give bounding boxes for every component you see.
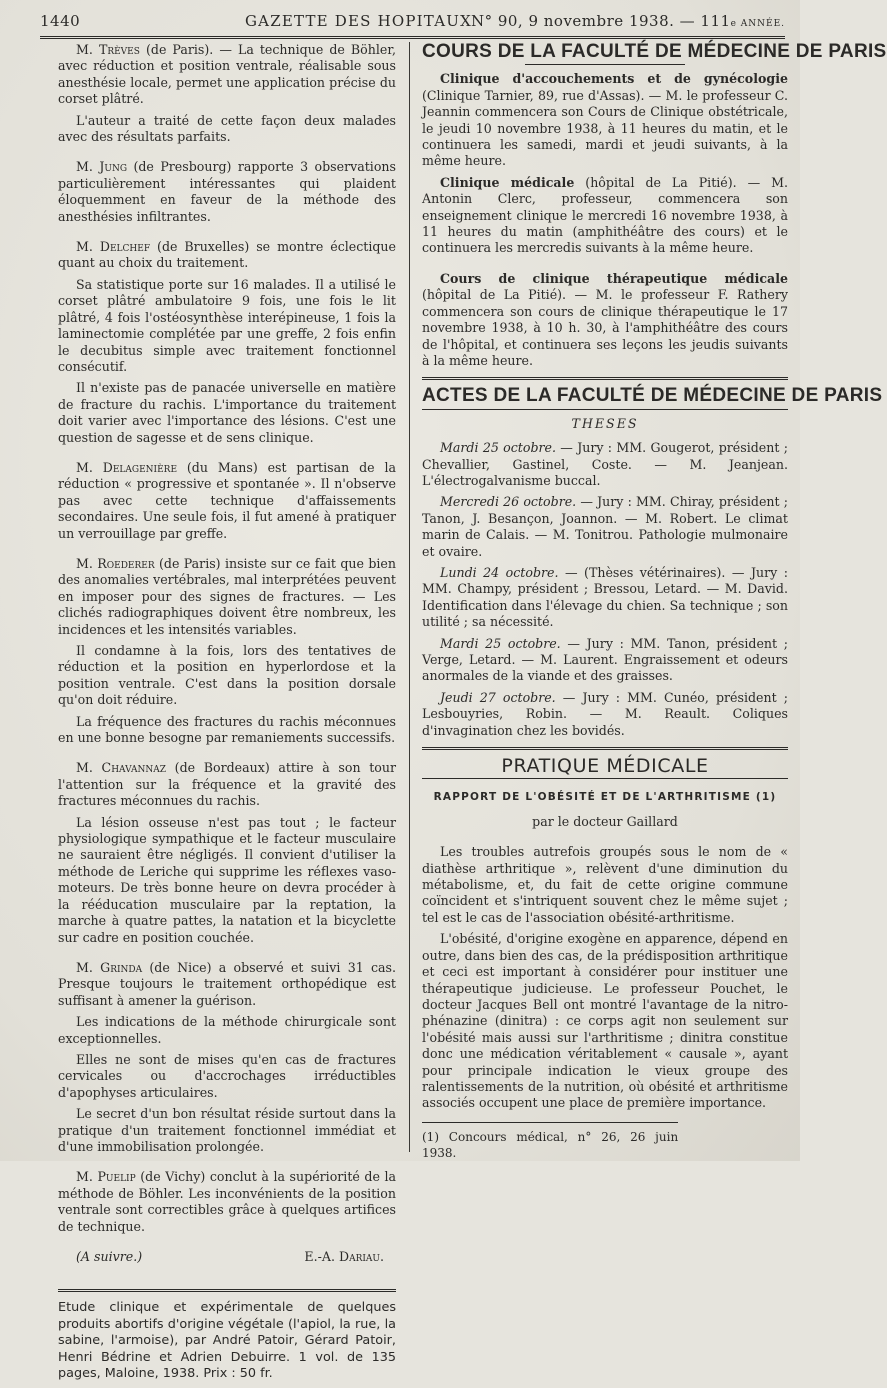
title-underline <box>422 409 788 410</box>
page-number: 1440 <box>40 12 81 30</box>
paragraph: M. Jung (de Presbourg) rapporte 3 observations particulièrement intéressantes qui plaident éloquemment en faveur de la méthode des anesthésies infiltrantes. <box>58 159 396 224</box>
report-author: par le docteur Gaillard <box>532 813 678 829</box>
journal-title: GAZETTE DES HOPITAUX <box>245 12 472 30</box>
right-column <box>422 41 887 1167</box>
section-divider <box>422 377 788 380</box>
footnote: (1) Concours médical, n° 26, 26 juin 1938. <box>422 1122 678 1162</box>
paragraph: Mercredi 26 octobre. — Jury : MM. Chiray, président ; Tanon, J. Besançon, Joannon. — M. Robert. Le climat marin de Calais. — M. Tonitrou. Pathologie mulmonaire et ovaire. <box>422 494 788 559</box>
paragraph: Clinique d'accouchements et de gynécologie (Clinique Tarnier, 89, rue d'Assas). — M. le professeur C. Jeannin commencera son Cours de Clinique obstétricale, le jeudi 10 novembre 1938, à 11 heures du matin, et le continuera les samedi, mardi et jeudi suivants, à la même heure. <box>422 71 788 169</box>
header-rule <box>40 36 785 39</box>
column-divider <box>409 42 410 1152</box>
paragraph: Clinique médicale (hôpital de La Pitié). — M. Antonin Clerc, professeur, commencera son enseignement clinique le mercredi 16 novembre 1938, à 11 heures du matin (amphithéâtre des cours) et le continuera les mercredis suivants à la même heure. <box>422 174 788 256</box>
paragraph: Mardi 25 octobre. — Jury : MM. Tanon, président ; Verge, Letard. — M. Laurent. Engraissement et odeurs anormales de la viande et des graisses. <box>422 635 788 684</box>
bibliography-entry: Etude clinique et expérimentale de quelques produits abortifs d'origine végétale (l'apiol, la rue, la sabine, l'armoise), par André Patoir, Gérard Patoir, Henri Bédrine et Adrien Debuirre. 1 vol. de 135 pages, Maloine, 1938. Prix : 50 fr. <box>58 1300 396 1382</box>
section-title-cours: COURS DE LA FACULTÉ DE MÉDECINE DE PARIS <box>422 41 887 62</box>
paragraph: M. Trèves (de Paris). — La technique de Böhler, avec réduction et position ventrale, réalisable sous anesthésie locale, permet une application précise du corset plâtré. <box>58 42 396 107</box>
report-title: RAPPORT DE L'OBÉSITÉ ET DE L'ARTHRITISME (1) <box>433 791 777 804</box>
paragraph: M. Grinda (de Nice) a observé et suivi 31 cas. Presque toujours le traitement orthopédique est suffisant à amener la guérison. <box>58 959 396 1008</box>
paragraph: Le secret d'un bon résultat réside surtout dans la pratique d'un traitement fonctionnel immédiat et d'une immobilisation prolongée. <box>58 1106 396 1154</box>
paragraph: Cours de clinique thérapeutique médicale (hôpital de La Pitié). — M. le professeur F. Rathery commencera son cours de clinique thérapeutique le 17 novembre 1938, à 10 h. 30, à l'amphithéâtre des cours de l'hôpital, et continuera ses leçons les jeudis suivants à la même heure. <box>422 270 788 368</box>
paragraph: Sa statistique porte sur 16 malades. Il a utilisé le corset plâtré ambulatoire 9 fois, une fois le lit plâtré, 4 fois l'ostéosynthèse interépineuse, 1 fois la laminectomie complétée par une greffe, 2 fois enfin le decubitus simple avec traitement fonctionnel consécutif. <box>58 276 396 374</box>
paragraph: Il n'existe pas de panacée universelle en matière de fracture du rachis. L'importance du traitement doit varier avec l'importance des lésions. C'est une question de sagesse et de sens clinique. <box>58 380 396 445</box>
paragraph: M. Chavannaz (de Bordeaux) attire à son tour l'attention sur la fréquence et la gravité des fractures méconnues du rachis. <box>58 760 396 809</box>
paragraph: M. Puelip (de Vichy) conclut à la supériorité de la méthode de Böhler. Les inconvénients de la position ventrale sont correctibles grâce à quelques artifices de technique. <box>58 1169 396 1234</box>
left-column <box>58 42 396 1388</box>
author-signature: E.-A. Dariau. <box>304 1249 384 1264</box>
paragraph: M. Delagenière (du Mans) est partisan de la réduction « progressive et spontanée ». Il n'observe pas avec cette technique d'affaissements secondaires. Une seule fois, il fut amené à pratiquer un verrouillage par greffe. <box>58 459 396 541</box>
paragraph: Il condamne à la fois, lors des tentatives de réduction et la position en hyperlordose et la position ventrale. C'est dans la position dorsale qu'on doit réduire. <box>58 643 396 708</box>
section-divider <box>422 747 788 750</box>
to-be-continued: (A suivre.) <box>76 1249 143 1264</box>
paragraph: La fréquence des fractures du rachis méconnues en une bonne besogne par remaniements successifs. <box>58 713 396 746</box>
article-footer <box>58 1249 396 1265</box>
paragraph: M. Roederer (de Paris) insiste sur ce fait que bien des anomalies vertébrales, mal interprétées peuvent en imposer pour des signes de fractures. — Les clichés radiographiques doivent être nombreux, les incidences et les intensités variables. <box>58 555 396 637</box>
paragraph: M. Delchef (de Bruxelles) se montre éclectique quant au choix du traitement. <box>58 239 396 271</box>
paragraph: Mardi 25 octobre. — Jury : MM. Gougerot, président ; Chevallier, Gastinel, Coste. — M. Jeanjean. L'électrogalvanisme buccal. <box>422 440 788 488</box>
subsection-theses: THESES <box>571 415 639 431</box>
paragraph: Les troubles autrefois groupés sous le nom de « diathèse arthritique », relèvent d'une diminution du métabolisme, et, du fait de cette origine commune coïncident et s'intriquent souvent chez le même sujet ; tel est le cas de l'association obésité-arthritisme. <box>422 844 788 925</box>
title-underline <box>525 64 685 65</box>
paragraph: Elles ne sont de mises qu'en cas de fractures cervicales ou d'accrochages irréductibles d'apophyses articulaires. <box>58 1051 396 1100</box>
section-title-actes: ACTES DE LA FACULTÉ DE MÉDECINE DE PARIS <box>422 385 883 407</box>
paragraph: Les indications de la méthode chirurgicale sont exceptionnelles. <box>58 1014 396 1046</box>
page-header <box>40 10 785 34</box>
paragraph: L'auteur a traité de cette façon deux malades avec des résultats parfaits. <box>58 112 396 145</box>
section-title-pratique: PRATIQUE MÉDICALE <box>501 755 709 778</box>
paragraph: Lundi 24 octobre. — (Thèses vétérinaires). — Jury : MM. Champy, président ; Bressou, Letard. — M. David. Identification dans l'élevage du chien. Sa technique ; son utilité ; sa nécessité. <box>422 564 788 630</box>
title-underline <box>422 778 788 779</box>
paragraph: L'obésité, d'origine exogène en apparence, dépend en outre, dans bien des cas, de la prédisposition arthritique et ceci est important à considérer pour instituer une thérapeutique judicieuse. Le professeur Pouchet, le docteur Jacques Bell ont montré l'avantage de la nitro-phénazine (dinitra) : ce corps agit non seulement sur l'obésité mais aussi sur l'arthritisme ; dinitra constitue donc une médication véritablement « causale », ayant pour principale indication le vieux groupe des ralentissements de la nutrition, où obésité et arthritisme associés occupent une place de première importance. <box>422 931 788 1111</box>
section-divider <box>58 1289 396 1292</box>
issue-info: N° 90, 9 novembre 1938. — 111e ANNÉE. <box>470 12 785 30</box>
paragraph: La lésion osseuse n'est pas tout ; le facteur physiologique sympathique et le facteur musculaire ne sauraient être négligés. Il convient d'utiliser la méthode de Leriche qui supprime les réflexes vaso-moteurs. De très bonne heure on devra procéder à la rééducation musculaire par la reptation, la marche à quatre pattes, la natation et la bicyclette sur cadre en position couchée. <box>58 814 396 945</box>
paragraph: Jeudi 27 octobre. — Jury : MM. Cunéo, président ; Lesbouyries, Robin. — M. Reault. Coliques d'invagination chez les bovidés. <box>422 689 788 738</box>
